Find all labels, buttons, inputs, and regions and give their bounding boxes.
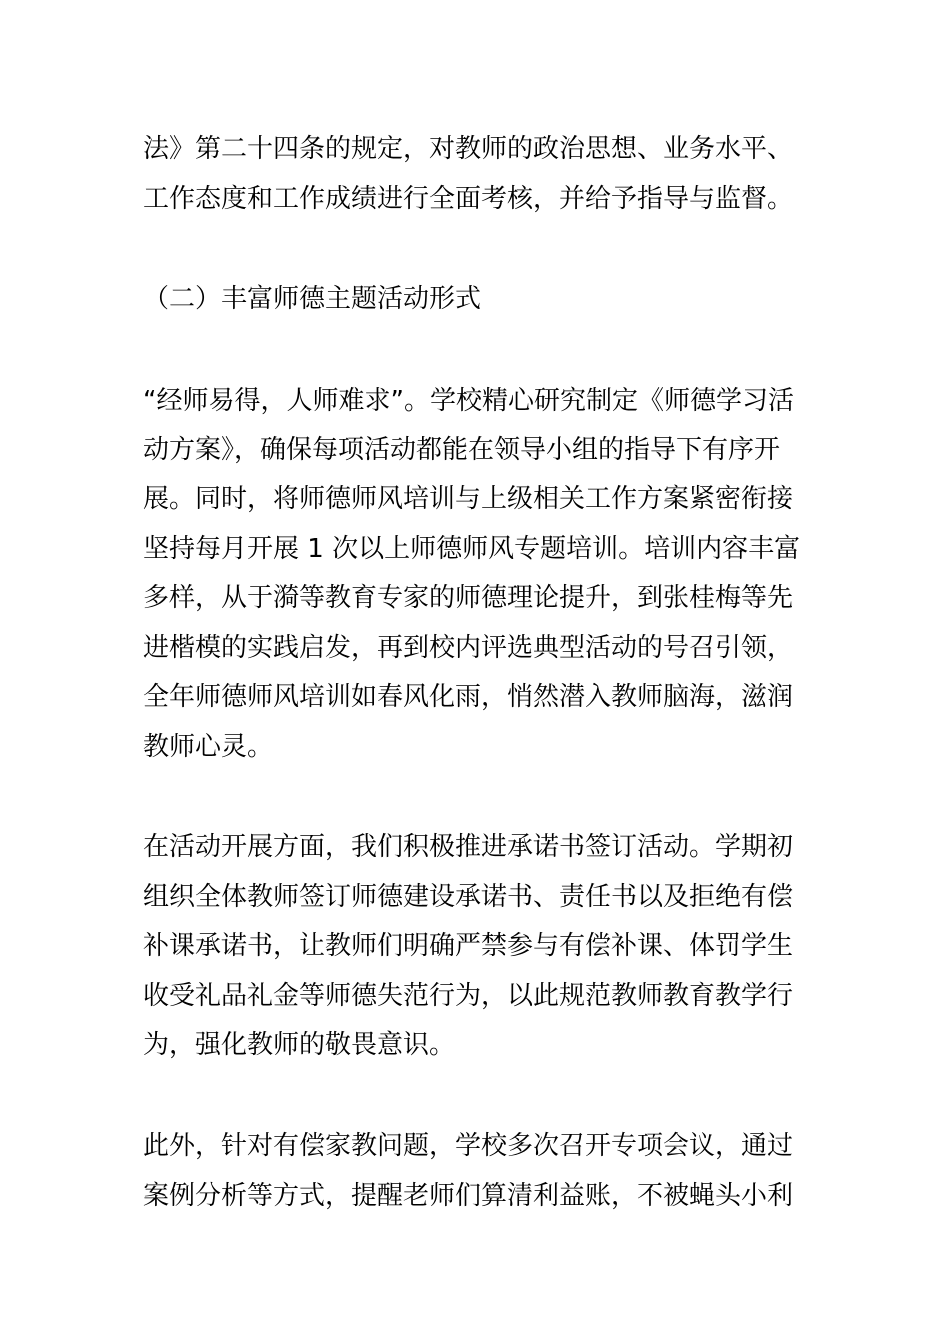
paragraph-1-line: 进楷模的实践启发，再到校内评选典型活动的号召引领， — [143, 633, 794, 663]
paragraph-2-line: 收受礼品礼金等师德失范行为，以此规范教师教育教学行 — [143, 981, 794, 1011]
paragraph-1-line: 全年师德师风培训如春风化雨，悄然潜入教师脑海，滋润 — [143, 682, 794, 712]
paragraph-1-line: “经师易得，人师难求”。学校精心研究制定《师德学习活 — [143, 386, 794, 416]
paragraph-2-line: 在活动开展方面，我们积极推进承诺书签订活动。学期初 — [143, 832, 794, 862]
paragraph-2-line: 为，强化教师的敬畏意识。 — [143, 1030, 456, 1060]
paragraph-1-line: 坚持每月开展 1 次以上师德师风专题培训。培训内容丰富 — [143, 534, 801, 564]
paragraph-2-line: 补课承诺书，让教师们明确严禁参与有偿补课、体罚学生 — [143, 931, 794, 961]
paragraph-1-line: 动方案》，确保每项活动都能在领导小组的指导下有序开 — [143, 435, 781, 465]
paragraph-1-line: 多样，从于漪等教育专家的师德理论提升，到张桂梅等先 — [143, 583, 794, 613]
intro-line: 法》第二十四条的规定，对教师的政治思想、业务水平、 — [143, 134, 794, 164]
paragraph-3-line: 此外，针对有偿家教问题，学校多次召开专项会议，通过 — [143, 1131, 794, 1161]
paragraph-3-line: 案例分析等方式，提醒老师们算清利益账，不被蝇头小利 — [143, 1181, 794, 1211]
paragraph-2-line: 组织全体教师签订师德建设承诺书、责任书以及拒绝有偿 — [143, 882, 794, 912]
intro-line: 工作态度和工作成绩进行全面考核，并给予指导与监督。 — [143, 184, 794, 214]
paragraph-1-line: 展。同时，将师德师风培训与上级相关工作方案紧密衔接 — [143, 484, 794, 514]
paragraph-1-line: 教师心灵。 — [143, 732, 274, 762]
section-heading: （二）丰富师德主题活动形式 — [143, 284, 482, 314]
